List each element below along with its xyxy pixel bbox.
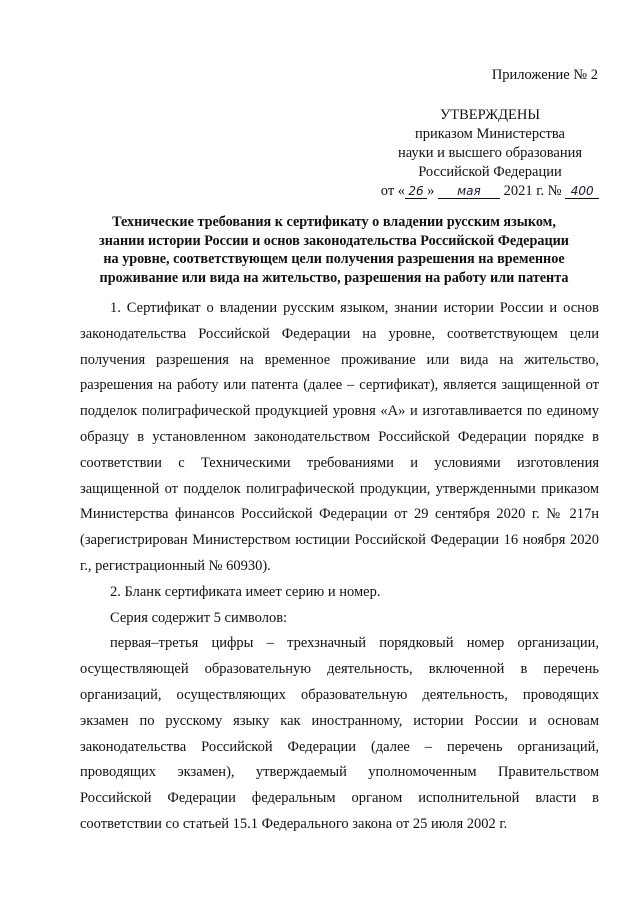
approval-block — [380, 66, 600, 201]
approval-line-3: Российской Федерации — [418, 164, 562, 180]
title-line: на уровне, соответствующем цели получения разрешения на временное — [103, 251, 565, 267]
date-prefix: от « — [380, 183, 406, 199]
date-month: мая — [438, 184, 500, 199]
approval-date-line — [380, 182, 600, 201]
paragraph: Серия содержит 5 символов: — [110, 609, 288, 626]
title-line: знании истории России и основ законодательства Российской Федерации — [99, 232, 569, 249]
paragraph: первая–третья цифры – трехзначный порядковый номер организации, осуществляющей образовательную деятельность, включенной в перечень организаций, осуществляющих образовательную деятельность, проводящих экзамен по русскому языку как иностранному, истории России и основам законодательства Российской Федерации (далее – перечень организаций, проводящих экзамен), утверждаемый уполномоченным Правительством Российской Федерации федеральным органом исполнительной власти в соответствии со статьей 15.1 Федерального закона от 25 июля 2002 г. — [80, 635, 599, 832]
approval-line-1: приказом Министерства — [415, 126, 565, 142]
date-year: 2021 г. № — [503, 183, 562, 199]
annex-label: Приложение № 2 — [491, 67, 598, 83]
approval-line-2: науки и высшего образования — [397, 145, 583, 161]
paragraph: 1. Сертификат о владении русским языком, знании истории России и основ законодательства Российской Федерации на уровне, соответствующем цели получения разрешения на временное проживание или вида на жительство, разрешения на работу или патента (далее – сертификат), является защищенной от подделок полиграфической продукцией уровня «А» и изготавливается по единому образцу в установленном законодательством Российской Федерации порядке в соответствии с Техническими требованиями и условиями изготовления защищенной от подделок полиграфической продукции, утвержденными приказом Министерства финансов Российской Федерации от 29 сентября 2020 г. № 217н (зарегистрирован Министерством юстиции Российской Федерации 16 ноября 2020 г., регистрационный № 60930). — [80, 300, 599, 574]
date-mid: » — [427, 183, 435, 199]
document-body — [80, 296, 599, 838]
title-line: Технические требования к сертификату о владении русским языком, — [112, 214, 556, 230]
date-day: 26 — [405, 184, 427, 199]
approved-label: УТВЕРЖДЕНЫ — [439, 107, 541, 123]
order-number: 400 — [565, 184, 599, 199]
title-line: проживание или вида на жительство, разрешения на работу или патента — [99, 269, 569, 286]
paragraph: 2. Бланк сертификата имеет серию и номер. — [110, 583, 381, 600]
document-title — [60, 213, 608, 287]
